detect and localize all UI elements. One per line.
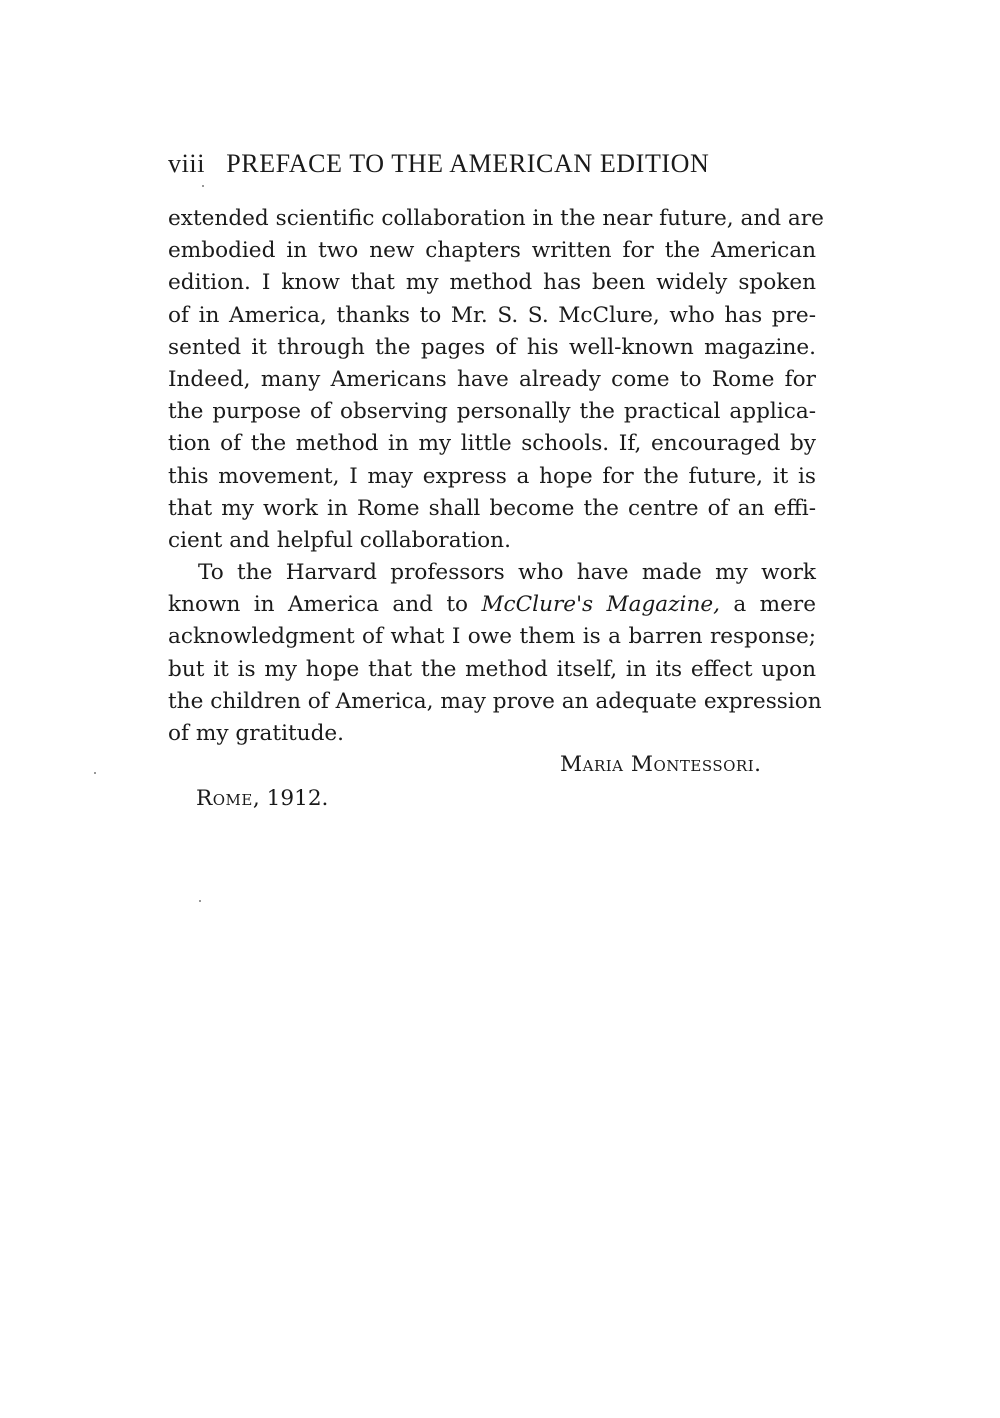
year: , 1912. bbox=[252, 786, 329, 811]
text-line: but it is my hope that the method itself, in its effect upon bbox=[168, 656, 816, 682]
text-line: Indeed, many Americans have already come to Rome for bbox=[168, 366, 816, 392]
text-line: cient and helpful collaboration. bbox=[168, 527, 511, 553]
text-line: the children of America, may prove an adequate expression bbox=[168, 688, 822, 714]
text-line: sented it through the pages of his well-known magazine. bbox=[168, 334, 816, 360]
text-line: the purpose of observing personally the practical applica- bbox=[168, 399, 816, 425]
text-line: that my work in Rome shall become the centre of an effi- bbox=[168, 495, 816, 521]
print-speck bbox=[199, 900, 201, 902]
magazine-title: McClure's Magazine, bbox=[481, 592, 720, 618]
text-fragment: a mere bbox=[733, 592, 816, 618]
text-line: edition. I know that my method has been widely spoken bbox=[168, 270, 816, 296]
text-line: embodied in two new chapters written for the American bbox=[168, 238, 816, 264]
text-line: acknowledgment of what I owe them is a barren response; bbox=[168, 624, 816, 650]
author-signature: Maria Montessori. bbox=[560, 752, 762, 777]
text-line: of my gratitude. bbox=[168, 721, 345, 746]
print-speck bbox=[94, 772, 96, 774]
text-fragment: known in America and to bbox=[168, 592, 469, 618]
running-head bbox=[168, 149, 828, 179]
text-line: tion of the method in my little schools. If, encouraged by bbox=[168, 431, 816, 457]
running-head-title: PREFACE TO THE AMERICAN EDITION bbox=[226, 149, 710, 178]
text-line: this movement, I may express a hope for the future, it is bbox=[168, 463, 816, 489]
text-line: of in America, thanks to Mr. S. S. McClure, who has pre- bbox=[168, 302, 816, 328]
page-number: viii bbox=[168, 149, 206, 178]
text-line: extended scientific collaboration in the near future, and are bbox=[168, 206, 824, 231]
text-line-with-title bbox=[168, 589, 816, 621]
body-text bbox=[168, 203, 824, 750]
text-line: To the Harvard professors who have made my work bbox=[198, 560, 816, 586]
place: Rome bbox=[196, 786, 253, 811]
place-and-date bbox=[196, 786, 328, 811]
print-speck bbox=[202, 185, 204, 187]
